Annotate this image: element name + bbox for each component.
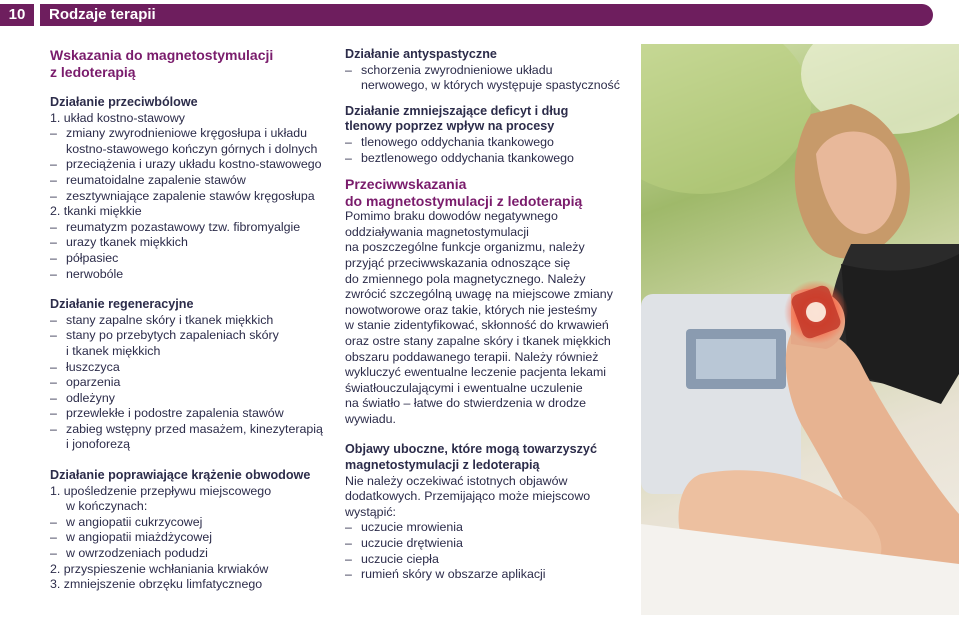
paragraph-line: oddziaływania magnetostymulacji (345, 224, 529, 239)
list-item: – oparzenia (50, 375, 335, 391)
subsection-title: Objawy uboczne, które mogą towarzyszyć (345, 442, 597, 457)
list-item: – schorzenia zwyrodnieniowe układu (345, 63, 635, 79)
list-number-item: 2. tkanki miękkie (50, 204, 142, 219)
subsection-title: Działanie zmniejszające deficyt i dług (345, 103, 569, 118)
list-item: – urazy tkanek miękkich (50, 235, 335, 251)
paragraph-line: wystąpić: (345, 504, 396, 519)
list-item: – zmiany zwyrodnieniowe kręgosłupa i układu (50, 126, 335, 142)
paragraph-line: na światło – łatwe do stwierdzenia w drodze (345, 396, 587, 411)
subsection-title: Działanie poprawiające krążenie obwodowe (50, 468, 311, 483)
paragraph-line: obszaru poddawanego terapii. Należy również (345, 349, 599, 364)
list-item: – przewlekłe i podostre zapalenia stawów (50, 406, 335, 422)
list-item-continuation: nerwowego, w których występuje spastyczność (361, 78, 620, 93)
list-item: – nerwobóle (50, 267, 335, 283)
therapy-photo (641, 44, 959, 615)
paragraph-line: wykluczyć ewentualne leczenie pacjenta lekami (345, 365, 607, 380)
list-item: – rumień skóry w obszarze aplikacji (345, 567, 635, 583)
page-number: 10 (0, 4, 34, 26)
list-item: – uczucie ciepła (345, 552, 635, 568)
list-item-continuation: w kończynach: (66, 499, 148, 514)
list-item-continuation: i jonoforezą (66, 437, 131, 452)
list-number-item: 1. upośledzenie przepływu miejscowego (50, 483, 272, 498)
list-item: – reumatyzm pozastawowy tzw. fibromyalgie (50, 220, 335, 236)
paragraph-line: w stanie zidentyfikować, skłonność do krwawień (345, 318, 609, 333)
list-number-item: 2. przyspieszenie wchłaniania krwiaków (50, 561, 269, 576)
paragraph-line: nowotworowe oraz takie, których nie jesteśmy (345, 302, 598, 317)
paragraph-line: wywiadu. (345, 411, 396, 426)
subsection-title: Działanie antyspastyczne (345, 47, 497, 61)
subsection-title: magnetostymulacji z ledoterapią (345, 458, 540, 473)
list-item: – w angiopatii miażdżycowej (50, 530, 335, 546)
paragraph-line: oraz ostre stany zapalne skóry i tkanek miękkich (345, 333, 611, 348)
list-item: – przeciążenia i urazy układu kostno-stawowego (50, 157, 335, 173)
section-heading-line: z ledoterapią (50, 63, 136, 80)
list-item: – stany po przebytych zapaleniach skóry (50, 328, 335, 344)
section-heading-line: do magnetostymulacji z ledoterapią (345, 192, 583, 209)
middle-column (345, 47, 635, 583)
paragraph-line: zwrócić szczególną uwagę na miejscowe zmiany (345, 287, 613, 302)
list-item: – zesztywniające zapalenie stawów kręgosłupa (50, 189, 335, 205)
list-item: – reumatoidalne zapalenie stawów (50, 173, 335, 189)
list-number-item: 3. zmniejszenie obrzęku limfatycznego (50, 577, 263, 592)
therapy-photo-illustration (641, 44, 959, 615)
subsection-title: Działanie przeciwbólowe (50, 95, 198, 109)
page-header-bar (40, 4, 933, 26)
list-item: – półpasiec (50, 251, 335, 267)
page-header-title: Rodzaje terapii (49, 6, 156, 23)
subsection-title: Działanie regeneracyjne (50, 297, 194, 312)
left-column (50, 47, 335, 593)
paragraph-line: Nie należy oczekiwać istotnych objawów (345, 473, 568, 488)
list-number-item: 1. układ kostno-stawowy (50, 110, 185, 125)
list-item: – beztlenowego oddychania tkankowego (345, 151, 635, 167)
list-item: – uczucie mrowienia (345, 520, 635, 536)
section-heading-line: Wskazania do magnetostymulacji (50, 47, 274, 63)
list-item: – zabieg wstępny przed masażem, kinezyterapią (50, 422, 335, 438)
list-item: – tlenowego oddychania tkankowego (345, 135, 635, 151)
list-item-continuation: i tkanek miękkich (66, 343, 161, 358)
section-heading-line: Przeciwwskazania (345, 176, 467, 193)
paragraph-line: na poszczególne funkcje organizmu, należy (345, 240, 585, 255)
list-item: – łuszczyca (50, 360, 335, 376)
list-item-continuation: kostno-stawowego kończyn górnych i dolnych (66, 141, 318, 156)
list-item: – uczucie drętwienia (345, 536, 635, 552)
paragraph-line: przyjąć przeciwwskazania odnoszące się (345, 255, 571, 270)
paragraph-line: światłouczulającymi i ewentualne uczulenie (345, 380, 583, 395)
list-item: – stany zapalne skóry i tkanek miękkich (50, 313, 335, 329)
paragraph-line: dodatkowych. Przemijająco może miejscowo (345, 489, 591, 504)
list-item: – odleżyny (50, 391, 335, 407)
paragraph-line: do zmiennego pola magnetycznego. Należy (345, 271, 586, 286)
list-item: – w owrzodzeniach podudzi (50, 546, 335, 562)
subsection-title: tlenowy poprzez wpływ na procesy (345, 119, 555, 134)
paragraph-line: Pomimo braku dowodów negatywnego (345, 209, 558, 224)
list-item: – w angiopatii cukrzycowej (50, 515, 335, 531)
